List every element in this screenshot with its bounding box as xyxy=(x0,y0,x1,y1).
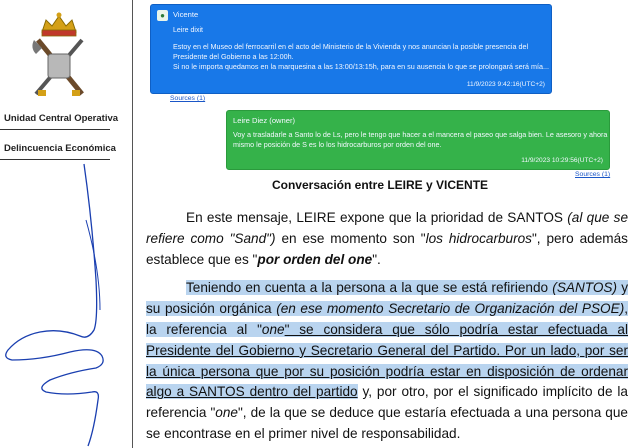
text-run-italic: (en ese momento Secretario de Organización del PSOE) xyxy=(276,301,625,317)
text-run-italic: one xyxy=(261,321,285,337)
unit-name: Unidad Central Operativa xyxy=(4,113,119,124)
sources-link[interactable]: Sources (1) xyxy=(575,171,611,178)
highlighted-paragraph xyxy=(146,278,628,444)
text-run-italic: (al que se refiere como "Sand") xyxy=(146,210,629,246)
message-sender: Vicente xyxy=(173,10,199,19)
chat-bubble-icon: ● xyxy=(157,10,168,21)
figure-caption: Conversación entre LEIRE y VICENTE xyxy=(271,178,489,192)
paragraph xyxy=(146,208,628,270)
message-text xyxy=(173,42,549,72)
text-run: ", pero además establece que es " xyxy=(146,230,628,267)
message-bubble-vicente xyxy=(150,4,552,94)
sources-link[interactable]: Sources (1) xyxy=(170,95,206,102)
report-body xyxy=(146,208,628,445)
message-line: mismo le posición de S es lo los hidrocarburos por orden del one. xyxy=(233,140,442,149)
margin-line xyxy=(132,0,133,448)
handwritten-signature xyxy=(0,160,132,448)
text-run-italic: (SANTOS) xyxy=(552,280,617,296)
letterhead-sidebar xyxy=(0,0,132,448)
text-run: y su posición orgánica xyxy=(146,280,628,317)
message-bubble-leire xyxy=(226,110,610,170)
text-run: en ese momento son " xyxy=(275,230,426,246)
divider xyxy=(0,129,110,130)
text-run: En este mensaje, LEIRE expone que la prioridad de SANTOS xyxy=(186,210,568,225)
text-run-bold-italic: por orden del one xyxy=(257,251,373,267)
text-run-underlined: " se considera que sólo podría estar efectuada al Presidente del Gobierno y Secretario General del Partido. Por un lado, por ser la única persona que por su posición podría estar en disposición de ordenar algo a SANTOS dentro del partido xyxy=(146,321,629,400)
message-quote: Leire dixit xyxy=(173,27,203,34)
message-text xyxy=(233,130,608,150)
message-sender: Leire Diez (owner) xyxy=(233,116,296,125)
message-line: Estoy en el Museo del ferrocarril en el acto del Ministerio de la Vivienda y nos anuncian la posible presencia del xyxy=(173,42,529,51)
message-line: Voy a trasladarle a Santo lo de Ls, pero le tengo que hacer a el mancera el paseo que salga bien. Le asesoro y ahora xyxy=(233,130,608,139)
message-timestamp: 11/9/2023 9:42:16(UTC+2) xyxy=(466,81,545,88)
text-run: ", de la que se deduce que estaría efectuada a una persona que se encontrase en el primer nivel de responsabilidad. xyxy=(146,405,628,441)
text-run: , la referencia al " xyxy=(146,301,629,337)
department-name: Delincuencia Económica xyxy=(4,143,116,154)
message-line: Si no le importa quedamos en la marquesina a las 13:00/13:15h, para en su ausencia lo que se prolongará será mía... xyxy=(173,62,549,71)
text-run: y, por otro, por el significado implícito de la referencia " xyxy=(146,384,628,421)
text-run-italic: los hidrocarburos xyxy=(425,230,532,246)
message-timestamp: 11/9/2023 10:29:56(UTC+2) xyxy=(521,157,603,164)
text-run: ". xyxy=(372,251,381,267)
message-line: Presidente del Gobierno a las 12:00h. xyxy=(173,52,294,61)
guardia-civil-emblem-icon xyxy=(28,10,90,102)
text-run-italic: one xyxy=(215,405,238,421)
text-run: Teniendo en cuenta a la persona a la que se está refiriendo xyxy=(186,280,553,296)
chat-screenshot xyxy=(148,4,612,176)
